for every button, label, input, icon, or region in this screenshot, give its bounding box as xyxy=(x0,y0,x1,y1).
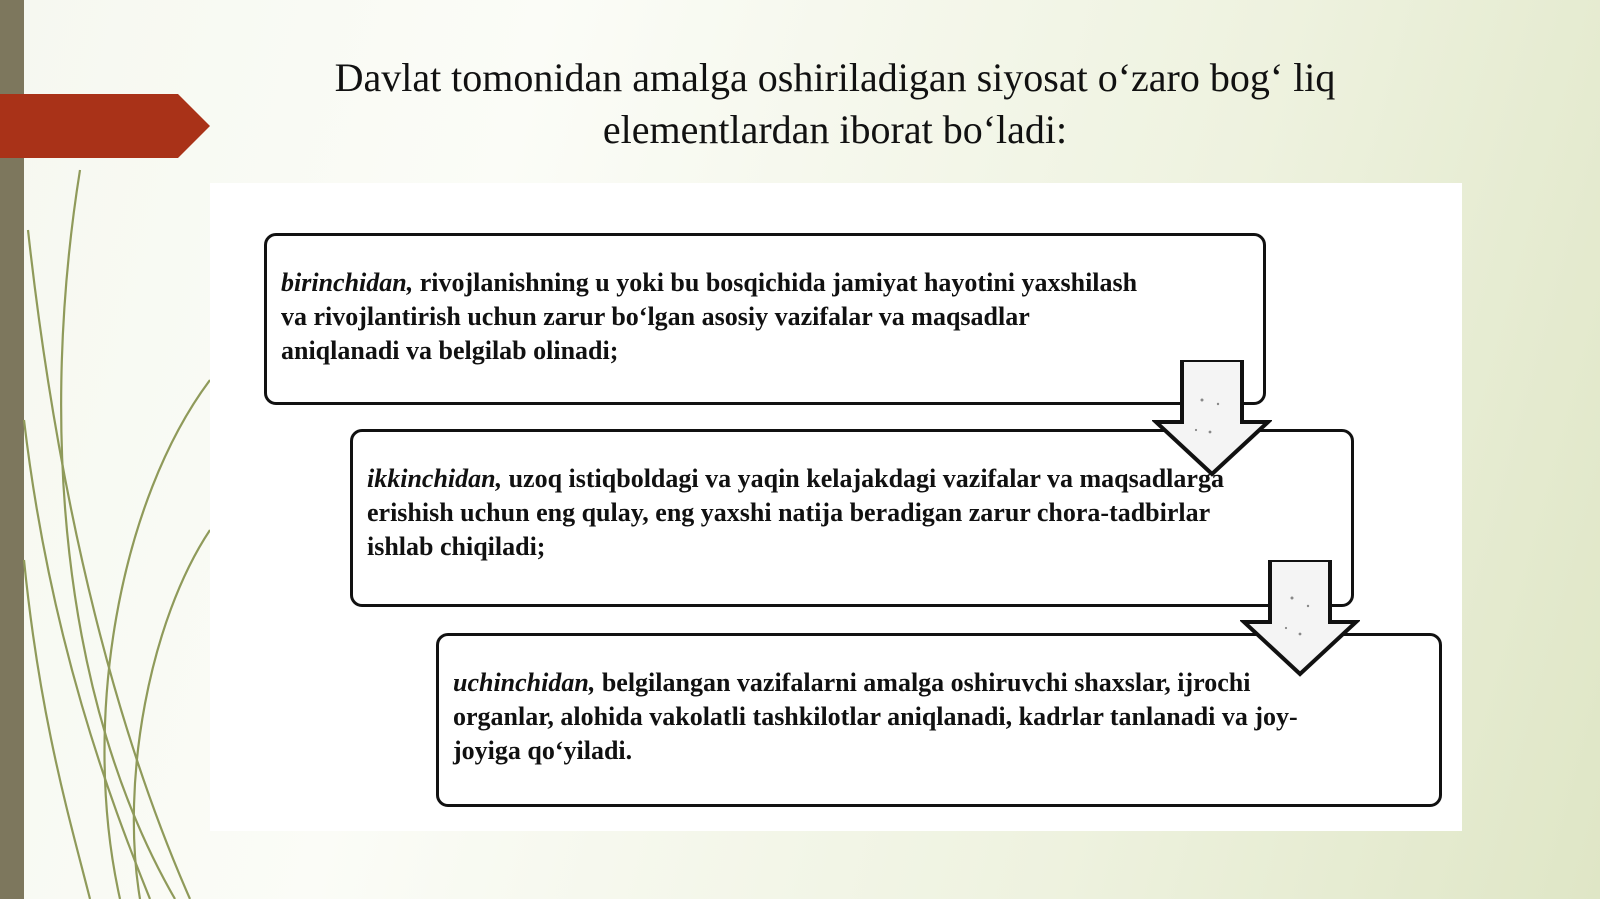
step-lead: uchinchidan, xyxy=(453,668,596,697)
step-text xyxy=(453,666,1319,768)
step-lead: ikkinchidan, xyxy=(367,464,503,493)
down-arrow-icon xyxy=(1240,560,1360,678)
step-body: belgilangan vazifalarni amalga oshiruvchi shaxslar, ijrochi organlar, alohida vakolatli tashkilotlar aniqlanadi, kadrlar tanlanadi va joy-joyiga qo‘yiladi. xyxy=(453,668,1298,765)
step-box-first xyxy=(264,233,1266,405)
down-arrow-icon xyxy=(1152,360,1272,478)
title-accent-tab xyxy=(0,94,210,158)
step-body: uzoq istiqboldagi va yaqin kelajakdagi vazifalar va maqsadlarga erishish uchun eng qulay, eng yaxshi natija beradigan zarur chora-tadbirlar ishlab chiqiladi; xyxy=(367,464,1224,561)
step-text xyxy=(281,266,1143,368)
flow-diagram xyxy=(210,183,1462,831)
slide-title xyxy=(270,52,1400,156)
slide-title-line-1: Davlat tomonidan amalga oshiriladigan siyosat o‘zaro bog‘ liq xyxy=(334,55,1336,100)
step-text xyxy=(367,462,1231,564)
step-lead: birinchidan, xyxy=(281,268,414,297)
slide-title-line-2: elementlardan iborat bo‘ladi: xyxy=(602,107,1068,152)
step-body: rivojlanishning u yoki bu bosqichida jamiyat hayotini yaxshilash va rivojlantirish uchun zarur bo‘lgan asosiy vazifalar va maqsadlar aniqlanadi va belgilab olinadi; xyxy=(281,268,1138,365)
